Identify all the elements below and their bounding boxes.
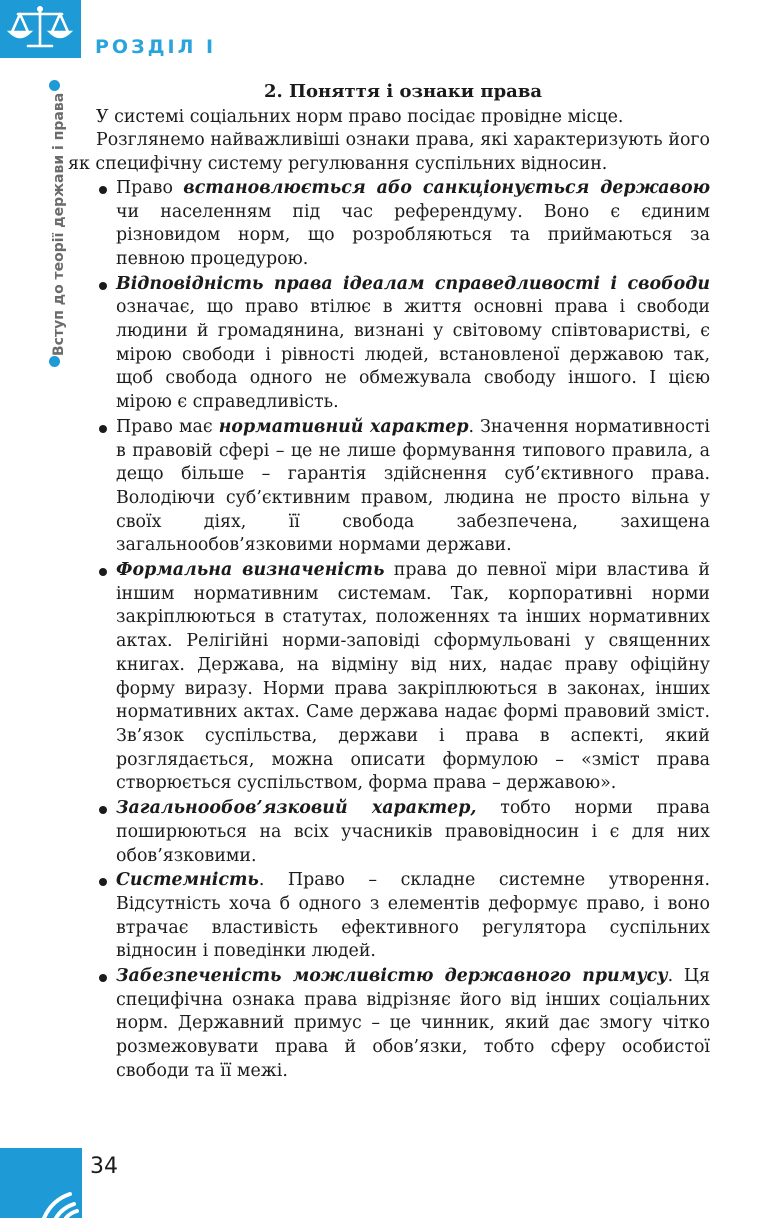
side-rail-dot-top bbox=[49, 80, 60, 91]
section-title: 2. Поняття і ознаки права bbox=[263, 81, 543, 102]
footer-decor-box bbox=[0, 1148, 82, 1218]
bullet-icon bbox=[99, 878, 107, 886]
key-term: Відповідність права ідеалам справедливості і свободи bbox=[116, 273, 710, 294]
list-item: Загальнообов’язковий характер, тобто норми права поширюються на всіх учасників правовідносин і є для них обов’язковими. bbox=[96, 797, 710, 868]
bullet-icon bbox=[99, 425, 107, 433]
list-item: Системність. Право – складне системне утворення. Відсутність хоча б одного з елементів деформує право, і воно втрачає властивість ефективного регулятора суспільних відносин і поведінки людей. bbox=[96, 869, 710, 964]
intro-paragraph-1: У системі соціальних норм право посідає провідне місце. bbox=[96, 106, 624, 127]
bullet-icon bbox=[99, 806, 107, 814]
signal-waves-icon bbox=[0, 1148, 82, 1218]
side-running-title: Вступ до теорії держави і права bbox=[51, 92, 67, 356]
bullet-icon bbox=[99, 282, 107, 290]
section-label: РОЗДІЛ І bbox=[95, 36, 217, 58]
intro-paragraph-2: Розглянемо найважливіші ознаки права, які характеризують його як специфічну систему регулювання суспільних відносин. bbox=[68, 130, 710, 175]
bullet-icon bbox=[99, 974, 107, 982]
key-term: нормативний характер bbox=[218, 416, 469, 437]
chapter-header-box bbox=[0, 0, 81, 58]
key-term: встановлюється або санкціонується державою bbox=[183, 177, 710, 198]
list-item: Відповідність права ідеалам справедливості і свободи означає, що право втілює в життя основні права і свободи людини й громадянина, визнані у світовому співтоваристві, є мірою свободи і рівності людей, встановленої державою так, щоб свобода одного не обмежувала свободу іншого. І цією мірою є справедливість. bbox=[96, 273, 710, 415]
bullet-icon bbox=[99, 568, 107, 576]
list-item: Право встановлюється або санкціонується державою чи населенням під час референдуму. Воно є єдиним різновидом норм, що розробляються та приймаються за певною процедурою. bbox=[96, 177, 710, 272]
key-term: Системність bbox=[116, 870, 259, 891]
list-item: Забезпеченість можливістю державного примусу. Ця специфічна ознака права відрізняє його від інших соціальних норм. Державний примус – це чинник, який дає змогу чітко розмежовувати права й обов’язки, тобто сферу особистої свободи та її межі. bbox=[96, 965, 710, 1084]
list-item: Формальна визначеність права до певної міри властива й іншим нормативним системам. Так, корпоративні норми закріплюються в статутах, положеннях та інших нормативних актах. Релігійні норми-заповіді сформульовані у священних книгах. Держава, на відміну від них, надає праву офіційну форму виразу. Норми права закріплюються в законах, інших нормативних актах. Саме держава надає формі правовий зміст. Зв’язок суспільства, держави і права в аспекті, який розглядається, можна описати формулою – «зміст права створюється суспільством, форма права – державою». bbox=[96, 559, 710, 796]
bullet-icon bbox=[99, 186, 107, 194]
scales-icon bbox=[0, 0, 81, 58]
key-term: Забезпеченість можливістю державного примусу bbox=[116, 966, 668, 987]
key-term: Формальна визначеність bbox=[116, 560, 385, 581]
features-list bbox=[96, 177, 710, 1084]
page-number: 34 bbox=[90, 1154, 118, 1179]
list-item: Право має нормативний характер. Значення нормативності в правовій сфері – це не лише формування типового правила, а дещо більше – гарантія здійснення суб’єктивного права. Володіючи суб’єктивним правом, людина не просто вільна у своїх діях, її свобода забезпечена, захищена загальнообов’язковими нормами держави. bbox=[96, 416, 710, 558]
side-rail-dot-bottom bbox=[49, 356, 60, 367]
page-content bbox=[68, 80, 710, 1085]
key-term: Загальнообов’язковий характер, bbox=[116, 798, 477, 819]
